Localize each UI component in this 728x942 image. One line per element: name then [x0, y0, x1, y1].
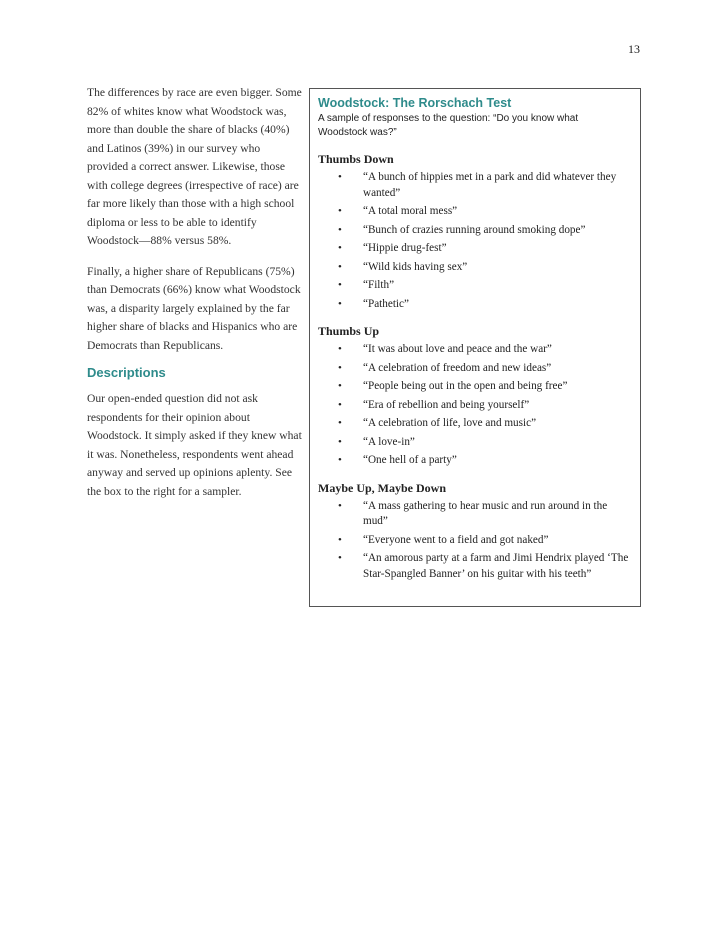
left-column [87, 84, 302, 501]
quote-text: “One hell of a party” [363, 454, 457, 466]
list-item [318, 435, 630, 451]
quote-text: “Hippie drug-fest” [363, 242, 447, 254]
sidebar-title: Woodstock: The Rorschach Test [318, 96, 512, 110]
thumbs-up-heading: Thumbs Up [318, 324, 380, 338]
thumbs-down-list [318, 170, 630, 312]
bullet-icon: • [338, 205, 342, 217]
maybe-list [318, 499, 630, 583]
list-item [318, 398, 630, 414]
body-paragraph-descriptions: Our open-ended question did not ask respondents for their opinion about Woodstock. It simply asked if they knew what it was. Nonetheless, respondents went ahead anyway and served up opinions aplenty. See the box to the right for a sampler. [87, 392, 302, 498]
body-paragraph-party: Finally, a higher share of Republicans (75%) than Democrats (66%) know what Woodstock was, a disparity largely explained by the far higher share of blacks and Hispanics who are Democrats than Republicans. [87, 264, 301, 352]
descriptions-heading: Descriptions [87, 365, 166, 380]
bullet-icon: • [338, 361, 342, 374]
quote-text: “A bunch of hippies met in a park and did whatever they wanted” [363, 171, 617, 199]
maybe-heading: Maybe Up, Maybe Down [318, 480, 446, 495]
list-item [318, 342, 630, 358]
list-item [318, 204, 630, 220]
page-number: 13 [628, 42, 640, 56]
list-item [318, 533, 630, 549]
quote-text: “Pathetic” [363, 297, 409, 310]
bullet-icon: • [338, 435, 342, 448]
bullet-icon: • [338, 552, 342, 564]
quote-text: “Bunch of crazies running around smoking dope” [363, 223, 586, 236]
quote-text: “People being out in the open and being free” [363, 380, 568, 392]
bullet-icon: • [338, 454, 342, 466]
bullet-icon: • [338, 279, 342, 291]
list-item [318, 170, 630, 201]
list-item [318, 416, 630, 432]
quote-text: “Filth” [363, 279, 395, 291]
list-item [318, 241, 630, 257]
bullet-icon: • [338, 297, 342, 310]
list-item [318, 453, 630, 469]
thumbs-down-heading: Thumbs Down [318, 152, 394, 166]
quote-text: “A mass gathering to hear music and run around in the mud” [363, 499, 608, 527]
bullet-icon: • [338, 171, 342, 183]
list-item [318, 361, 630, 377]
bullet-icon: • [338, 533, 342, 546]
quote-text: “A total moral mess” [363, 205, 458, 217]
body-paragraph-race: The differences by race are even bigger. Some 82% of whites know what Woodstock was, more than double the share of blacks (40%) and Latinos (39%) in our survey who provided a correct answer. Likewise, those with college degrees (irrespective of race) are far more likely than those with a high school diploma or less to be able to identify Woodstock—88% versus 58%. [87, 86, 302, 247]
bullet-icon: • [338, 398, 342, 411]
rorschach-sidebar-box [309, 88, 641, 607]
sidebar-subtitle: A sample of responses to the question: “Do you know what Woodstock was?” [318, 113, 579, 138]
bullet-icon: • [338, 260, 342, 273]
list-item [318, 297, 630, 313]
bullet-icon: • [338, 380, 342, 392]
list-item [318, 223, 630, 239]
bullet-icon: • [338, 223, 342, 236]
quote-text: “An amorous party at a farm and Jimi Hendrix played ‘The Star-Spangled Banner’ on his guitar with his teeth” [363, 552, 629, 580]
quote-text: “Everyone went to a field and got naked” [363, 533, 549, 546]
quote-text: “A celebration of life, love and music” [363, 417, 537, 429]
list-item [318, 278, 630, 294]
quote-text: “A celebration of freedom and new ideas” [363, 361, 552, 374]
bullet-icon: • [338, 343, 342, 355]
quote-text: “Wild kids having sex” [363, 260, 468, 273]
bullet-icon: • [338, 242, 342, 254]
quote-text: “It was about love and peace and the war” [363, 343, 552, 355]
list-item [318, 551, 630, 582]
list-item [318, 379, 630, 395]
thumbs-up-list [318, 342, 630, 469]
bullet-icon: • [338, 417, 342, 429]
quote-text: “Era of rebellion and being yourself” [363, 398, 530, 411]
quote-text: “A love-in” [363, 435, 415, 448]
list-item [318, 499, 630, 530]
bullet-icon: • [338, 499, 342, 512]
list-item [318, 260, 630, 276]
